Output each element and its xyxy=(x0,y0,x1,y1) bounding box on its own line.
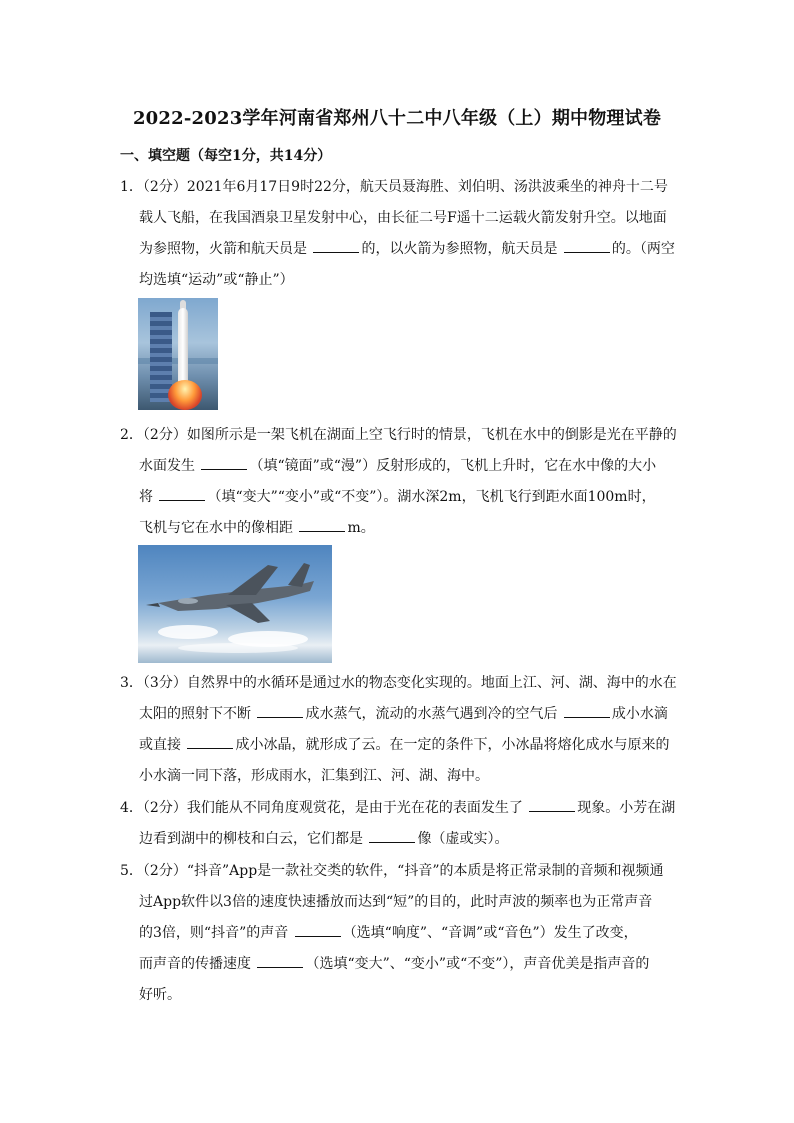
answer-blank[interactable] xyxy=(201,455,247,470)
question-line: 3．（3分）自然界中的水循环是通过水的物态变化实现的。地面上江、河、湖、海中的水在 xyxy=(120,675,677,691)
question-line: 为参照物，火箭和航天员是 的，以火箭为参照物，航天员是 的。（两空 xyxy=(120,234,680,265)
question-line: 或直接 成小冰晶，就形成了云。在一定的条件下，小冰晶将熔化成水与原来的 xyxy=(120,730,680,761)
section-heading: 一、填空题（每空1分，共14分） xyxy=(120,148,332,164)
answer-blank[interactable] xyxy=(159,486,205,501)
answer-blank[interactable] xyxy=(295,922,341,937)
question-line: 的3倍，则“抖音”的声音 （选填“响度”、“音调”或“音色”）发生了改变， xyxy=(120,918,680,949)
question-line: 载人飞船，在我国酒泉卫星发射中心，由长征二号F遥十二运载火箭发射升空。以地面 xyxy=(139,210,667,226)
question-5 xyxy=(120,856,680,1011)
rocket-launch-image xyxy=(138,298,218,410)
question-line: 太阳的照射下不断 成水蒸气，流动的水蒸气遇到冷的空气后 成小水滴 xyxy=(120,699,680,730)
question-line: 而声音的传播速度 （选填“变大”、“变小”或“不变”），声音优美是指声音的 xyxy=(120,949,680,980)
answer-blank[interactable] xyxy=(299,517,345,532)
question-line: 4．（2分）我们能从不同角度观赏花，是由于光在花的表面发生了 现象。小芳在湖 xyxy=(120,793,680,824)
question-line: 好听。 xyxy=(139,987,181,1003)
question-line: 5．（2分）“抖音”App是一款社交类的软件，“抖音”的本质是将正常录制的音频和视频通 xyxy=(120,863,664,879)
answer-blank[interactable] xyxy=(369,828,415,843)
question-line: 均选填“运动”或“静止”） xyxy=(139,272,294,288)
question-line: 边看到湖中的柳枝和白云，它们都是 像（虚或实）。 xyxy=(120,824,680,855)
question-line: 2．（2分）如图所示是一架飞机在湖面上空飞行时的情景，飞机在水中的倒影是光在平静的 xyxy=(120,427,677,443)
page-title: 2022-2023学年河南省郑州八十二中八年级（上）期中物理试卷 xyxy=(132,108,662,129)
question-line: 飞机与它在水中的像相距 m。 xyxy=(120,513,680,544)
answer-blank[interactable] xyxy=(257,703,303,718)
question-1 xyxy=(120,172,680,296)
jet-icon xyxy=(138,545,332,663)
question-line: 过App软件以3倍的速度快速播放而达到“短”的目的，此时声波的频率也为正常声音 xyxy=(139,894,653,910)
answer-blank[interactable] xyxy=(529,797,575,812)
question-line: 小水滴一同下落，形成雨水，汇集到江、河、湖、海中。 xyxy=(139,768,489,784)
answer-blank[interactable] xyxy=(187,734,233,749)
answer-blank[interactable] xyxy=(313,238,359,253)
question-line: 水面发生 （填“镜面”或“漫”）反射形成的，飞机上升时，它在水中像的大小 xyxy=(120,451,680,482)
answer-blank[interactable] xyxy=(257,953,303,968)
question-2 xyxy=(120,420,680,544)
answer-blank[interactable] xyxy=(564,703,610,718)
question-line: 将 （填“变大”“变小”或“不变”）。湖水深2m，飞机飞行到距水面100m时， xyxy=(120,482,680,513)
question-4 xyxy=(120,793,680,855)
question-3 xyxy=(120,668,680,792)
question-line: 1．（2分）2021年6月17日9时22分，航天员聂海胜、刘伯明、汤洪波乘坐的神舟十二号 xyxy=(120,179,668,195)
airplane-image xyxy=(138,545,332,663)
answer-blank[interactable] xyxy=(564,238,610,253)
